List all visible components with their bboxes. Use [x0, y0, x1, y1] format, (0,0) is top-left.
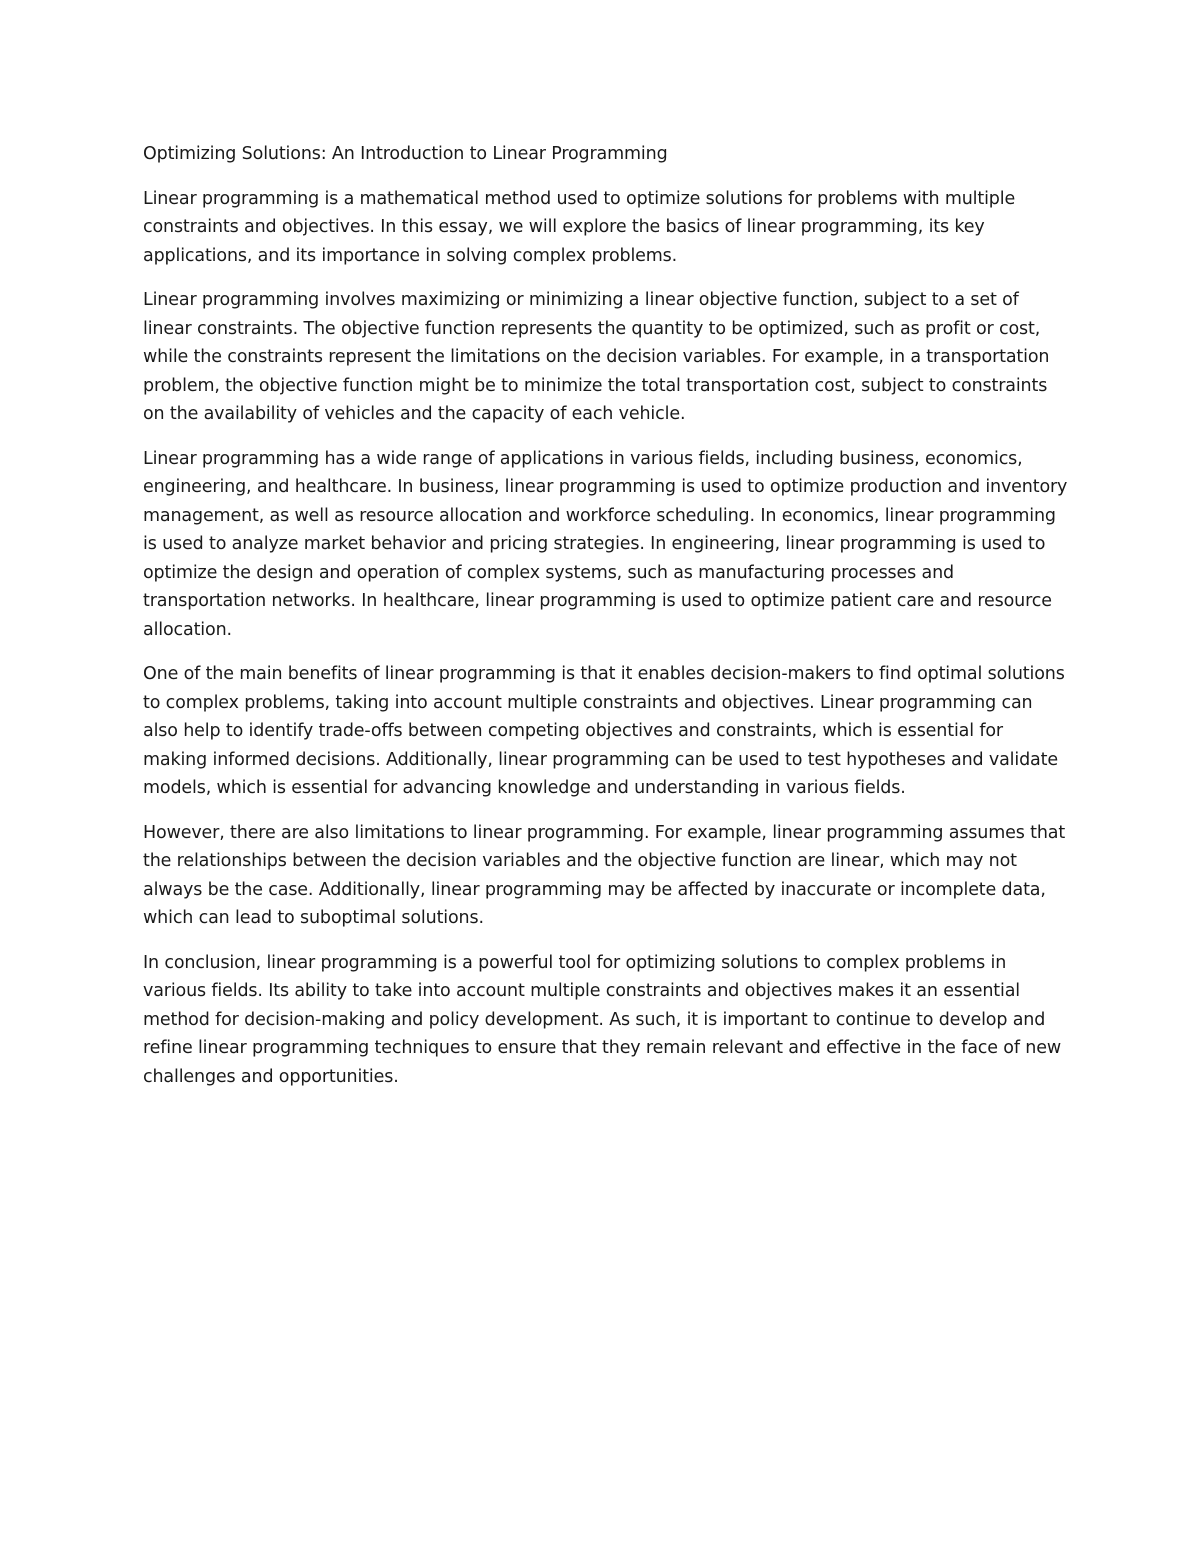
document-title: Optimizing Solutions: An Introduction to Linear Programming	[143, 144, 668, 164]
paragraph-conclusion: In conclusion, linear programming is a powerful tool for optimizing solutions to complex problems in various fields. Its ability to take into account multiple constraints and objectives makes it an essential method for decision-making and policy development. As such, it is important to continue to develop and refine linear programming techniques to ensure that they remain relevant and effective in the face of new challenges and opportunities.	[143, 952, 1061, 1087]
paragraph-introduction: Linear programming is a mathematical method used to optimize solutions for problems with multiple constraints and objectives. In this essay, we will explore the basics of linear programming, its key applications, and its importance in solving complex problems.	[143, 188, 1016, 266]
paragraph-definition: Linear programming involves maximizing or minimizing a linear objective function, subject to a set of linear constraints. The objective function represents the quantity to be optimized, such as profit or cost, while the constraints represent the limitations on the decision variables. For example, in a transportation problem, the objective function might be to minimize the total transportation cost, subject to constraints on the availability of vehicles and the capacity of each vehicle.	[143, 290, 1050, 424]
paragraph-limitations: However, there are also limitations to linear programming. For example, linear programming assumes that the relationships between the decision variables and the objective function are linear, which may not always be the case. Additionally, linear programming may be affected by inaccurate or incomplete data, which can lead to suboptimal solutions.	[143, 822, 1066, 928]
paragraph-benefits: One of the main benefits of linear programming is that it enables decision-makers to find optimal solutions to complex problems, taking into account multiple constraints and objectives. Linear programming can also help to identify trade-offs between competing objectives and constraints, which is essential for making informed decisions. Additionally, linear programming can be used to test hypotheses and validate models, which is essential for advancing knowledge and understanding in various fields.	[143, 664, 1065, 798]
paragraph-applications: Linear programming has a wide range of applications in various fields, including business, economics, engineering, and healthcare. In business, linear programming is used to optimize production and inventory management, as well as resource allocation and workforce scheduling. In economics, linear programming is used to analyze market behavior and pricing strategies. In engineering, linear programming is used to optimize the design and operation of complex systems, such as manufacturing processes and transportation networks. In healthcare, linear programming is used to optimize patient care and resource allocation.	[143, 448, 1068, 640]
document-body	[143, 140, 1068, 1107]
